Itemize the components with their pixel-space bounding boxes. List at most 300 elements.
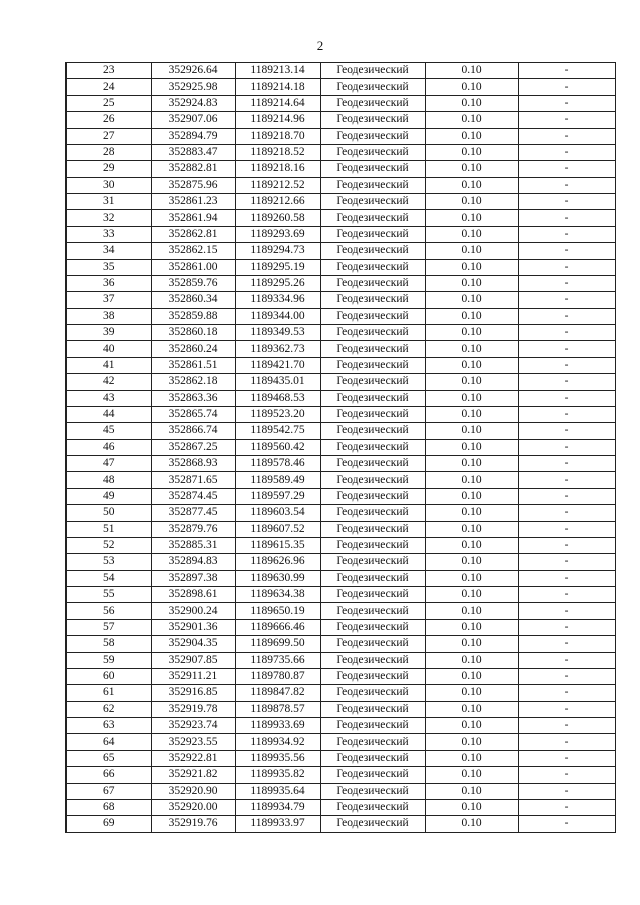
- point-number-cell: 67: [66, 783, 151, 799]
- description-cell: -: [518, 177, 615, 193]
- x-coordinate-cell: 352874.45: [151, 488, 235, 504]
- table-row: [66, 210, 615, 226]
- x-coordinate-cell: 352859.88: [151, 308, 235, 324]
- coordinates-table: [65, 62, 616, 833]
- point-number-cell: 27: [66, 128, 151, 144]
- point-number-cell: 23: [66, 63, 151, 79]
- x-coordinate-cell: 352921.82: [151, 767, 235, 783]
- description-cell: -: [518, 341, 615, 357]
- description-cell: -: [518, 767, 615, 783]
- table-row: [66, 636, 615, 652]
- description-cell: -: [518, 390, 615, 406]
- accuracy-cell: 0.10: [425, 521, 518, 537]
- x-coordinate-cell: 352911.21: [151, 668, 235, 684]
- table-row: [66, 472, 615, 488]
- y-coordinate-cell: 1189933.69: [235, 718, 320, 734]
- table-row: [66, 357, 615, 373]
- method-cell: Геодезический: [320, 652, 425, 668]
- description-cell: -: [518, 619, 615, 635]
- x-coordinate-cell: 352868.93: [151, 456, 235, 472]
- table-row: [66, 750, 615, 766]
- y-coordinate-cell: 1189615.35: [235, 537, 320, 553]
- x-coordinate-cell: 352879.76: [151, 521, 235, 537]
- description-cell: -: [518, 210, 615, 226]
- y-coordinate-cell: 1189589.49: [235, 472, 320, 488]
- table-row: [66, 718, 615, 734]
- method-cell: Геодезический: [320, 685, 425, 701]
- description-cell: -: [518, 226, 615, 242]
- y-coordinate-cell: 1189666.46: [235, 619, 320, 635]
- method-cell: Геодезический: [320, 177, 425, 193]
- description-cell: -: [518, 668, 615, 684]
- point-number-cell: 54: [66, 570, 151, 586]
- method-cell: Геодезический: [320, 144, 425, 160]
- y-coordinate-cell: 1189214.18: [235, 79, 320, 95]
- method-cell: Геодезический: [320, 668, 425, 684]
- x-coordinate-cell: 352875.96: [151, 177, 235, 193]
- point-number-cell: 56: [66, 603, 151, 619]
- method-cell: Геодезический: [320, 750, 425, 766]
- accuracy-cell: 0.10: [425, 619, 518, 635]
- accuracy-cell: 0.10: [425, 63, 518, 79]
- x-coordinate-cell: 352862.81: [151, 226, 235, 242]
- y-coordinate-cell: 1189212.52: [235, 177, 320, 193]
- table-row: [66, 767, 615, 783]
- point-number-cell: 44: [66, 406, 151, 422]
- y-coordinate-cell: 1189294.73: [235, 243, 320, 259]
- description-cell: -: [518, 128, 615, 144]
- x-coordinate-cell: 352861.23: [151, 194, 235, 210]
- accuracy-cell: 0.10: [425, 308, 518, 324]
- point-number-cell: 60: [66, 668, 151, 684]
- accuracy-cell: 0.10: [425, 701, 518, 717]
- description-cell: -: [518, 652, 615, 668]
- table-row: [66, 194, 615, 210]
- method-cell: Геодезический: [320, 63, 425, 79]
- point-number-cell: 48: [66, 472, 151, 488]
- method-cell: Геодезический: [320, 603, 425, 619]
- point-number-cell: 29: [66, 161, 151, 177]
- description-cell: -: [518, 537, 615, 553]
- y-coordinate-cell: 1189218.70: [235, 128, 320, 144]
- accuracy-cell: 0.10: [425, 194, 518, 210]
- y-coordinate-cell: 1189293.69: [235, 226, 320, 242]
- table-row: [66, 95, 615, 111]
- y-coordinate-cell: 1189218.52: [235, 144, 320, 160]
- method-cell: Геодезический: [320, 259, 425, 275]
- accuracy-cell: 0.10: [425, 816, 518, 832]
- table-row: [66, 325, 615, 341]
- point-number-cell: 63: [66, 718, 151, 734]
- accuracy-cell: 0.10: [425, 537, 518, 553]
- description-cell: -: [518, 374, 615, 390]
- description-cell: -: [518, 95, 615, 111]
- x-coordinate-cell: 352926.64: [151, 63, 235, 79]
- description-cell: -: [518, 799, 615, 815]
- accuracy-cell: 0.10: [425, 718, 518, 734]
- description-cell: -: [518, 488, 615, 504]
- point-number-cell: 46: [66, 439, 151, 455]
- point-number-cell: 38: [66, 308, 151, 324]
- description-cell: -: [518, 292, 615, 308]
- table-row: [66, 603, 615, 619]
- x-coordinate-cell: 352923.74: [151, 718, 235, 734]
- y-coordinate-cell: 1189735.66: [235, 652, 320, 668]
- point-number-cell: 24: [66, 79, 151, 95]
- method-cell: Геодезический: [320, 799, 425, 815]
- method-cell: Геодезический: [320, 161, 425, 177]
- table-row: [66, 406, 615, 422]
- x-coordinate-cell: 352923.55: [151, 734, 235, 750]
- x-coordinate-cell: 352924.83: [151, 95, 235, 111]
- method-cell: Геодезический: [320, 341, 425, 357]
- point-number-cell: 55: [66, 587, 151, 603]
- table-row: [66, 537, 615, 553]
- accuracy-cell: 0.10: [425, 570, 518, 586]
- description-cell: -: [518, 259, 615, 275]
- method-cell: Геодезический: [320, 521, 425, 537]
- table-row: [66, 128, 615, 144]
- y-coordinate-cell: 1189650.19: [235, 603, 320, 619]
- table-row: [66, 439, 615, 455]
- table-row: [66, 554, 615, 570]
- accuracy-cell: 0.10: [425, 161, 518, 177]
- point-number-cell: 64: [66, 734, 151, 750]
- accuracy-cell: 0.10: [425, 783, 518, 799]
- accuracy-cell: 0.10: [425, 325, 518, 341]
- x-coordinate-cell: 352919.76: [151, 816, 235, 832]
- method-cell: Геодезический: [320, 210, 425, 226]
- x-coordinate-cell: 352861.00: [151, 259, 235, 275]
- accuracy-cell: 0.10: [425, 144, 518, 160]
- method-cell: Геодезический: [320, 325, 425, 341]
- point-number-cell: 39: [66, 325, 151, 341]
- description-cell: -: [518, 406, 615, 422]
- description-cell: -: [518, 439, 615, 455]
- description-cell: -: [518, 112, 615, 128]
- table-row: [66, 668, 615, 684]
- method-cell: Геодезический: [320, 357, 425, 373]
- point-number-cell: 59: [66, 652, 151, 668]
- description-cell: -: [518, 636, 615, 652]
- method-cell: Геодезический: [320, 423, 425, 439]
- method-cell: Геодезический: [320, 194, 425, 210]
- description-cell: -: [518, 161, 615, 177]
- accuracy-cell: 0.10: [425, 243, 518, 259]
- table-row: [66, 243, 615, 259]
- x-coordinate-cell: 352867.25: [151, 439, 235, 455]
- table-row: [66, 144, 615, 160]
- accuracy-cell: 0.10: [425, 292, 518, 308]
- point-number-cell: 42: [66, 374, 151, 390]
- x-coordinate-cell: 352859.76: [151, 275, 235, 291]
- description-cell: -: [518, 505, 615, 521]
- method-cell: Геодезический: [320, 292, 425, 308]
- point-number-cell: 52: [66, 537, 151, 553]
- point-number-cell: 58: [66, 636, 151, 652]
- x-coordinate-cell: 352871.65: [151, 472, 235, 488]
- accuracy-cell: 0.10: [425, 95, 518, 111]
- y-coordinate-cell: 1189468.53: [235, 390, 320, 406]
- table-row: [66, 63, 615, 79]
- method-cell: Геодезический: [320, 472, 425, 488]
- method-cell: Геодезический: [320, 79, 425, 95]
- accuracy-cell: 0.10: [425, 406, 518, 422]
- table-row: [66, 161, 615, 177]
- table-row: [66, 701, 615, 717]
- accuracy-cell: 0.10: [425, 505, 518, 521]
- table-row: [66, 226, 615, 242]
- table-row: [66, 341, 615, 357]
- x-coordinate-cell: 352907.85: [151, 652, 235, 668]
- accuracy-cell: 0.10: [425, 275, 518, 291]
- x-coordinate-cell: 352898.61: [151, 587, 235, 603]
- method-cell: Геодезический: [320, 619, 425, 635]
- table-row: [66, 259, 615, 275]
- accuracy-cell: 0.10: [425, 456, 518, 472]
- point-number-cell: 53: [66, 554, 151, 570]
- table-row: [66, 619, 615, 635]
- method-cell: Геодезический: [320, 95, 425, 111]
- accuracy-cell: 0.10: [425, 668, 518, 684]
- x-coordinate-cell: 352866.74: [151, 423, 235, 439]
- point-number-cell: 69: [66, 816, 151, 832]
- description-cell: -: [518, 685, 615, 701]
- point-number-cell: 41: [66, 357, 151, 373]
- x-coordinate-cell: 352920.00: [151, 799, 235, 815]
- method-cell: Геодезический: [320, 128, 425, 144]
- table-row: [66, 587, 615, 603]
- y-coordinate-cell: 1189634.38: [235, 587, 320, 603]
- description-cell: -: [518, 472, 615, 488]
- accuracy-cell: 0.10: [425, 603, 518, 619]
- y-coordinate-cell: 1189260.58: [235, 210, 320, 226]
- accuracy-cell: 0.10: [425, 439, 518, 455]
- point-number-cell: 32: [66, 210, 151, 226]
- y-coordinate-cell: 1189212.66: [235, 194, 320, 210]
- point-number-cell: 57: [66, 619, 151, 635]
- y-coordinate-cell: 1189214.96: [235, 112, 320, 128]
- y-coordinate-cell: 1189878.57: [235, 701, 320, 717]
- accuracy-cell: 0.10: [425, 799, 518, 815]
- accuracy-cell: 0.10: [425, 554, 518, 570]
- x-coordinate-cell: 352904.35: [151, 636, 235, 652]
- x-coordinate-cell: 352861.51: [151, 357, 235, 373]
- point-number-cell: 45: [66, 423, 151, 439]
- description-cell: -: [518, 63, 615, 79]
- accuracy-cell: 0.10: [425, 750, 518, 766]
- accuracy-cell: 0.10: [425, 390, 518, 406]
- x-coordinate-cell: 352900.24: [151, 603, 235, 619]
- point-number-cell: 51: [66, 521, 151, 537]
- accuracy-cell: 0.10: [425, 374, 518, 390]
- y-coordinate-cell: 1189213.14: [235, 63, 320, 79]
- accuracy-cell: 0.10: [425, 652, 518, 668]
- x-coordinate-cell: 352901.36: [151, 619, 235, 635]
- point-number-cell: 61: [66, 685, 151, 701]
- y-coordinate-cell: 1189934.79: [235, 799, 320, 815]
- method-cell: Геодезический: [320, 374, 425, 390]
- accuracy-cell: 0.10: [425, 636, 518, 652]
- y-coordinate-cell: 1189699.50: [235, 636, 320, 652]
- accuracy-cell: 0.10: [425, 210, 518, 226]
- description-cell: -: [518, 587, 615, 603]
- method-cell: Геодезический: [320, 587, 425, 603]
- x-coordinate-cell: 352925.98: [151, 79, 235, 95]
- point-number-cell: 28: [66, 144, 151, 160]
- y-coordinate-cell: 1189295.19: [235, 259, 320, 275]
- table-row: [66, 505, 615, 521]
- accuracy-cell: 0.10: [425, 767, 518, 783]
- method-cell: Геодезический: [320, 570, 425, 586]
- point-number-cell: 26: [66, 112, 151, 128]
- table-row: [66, 423, 615, 439]
- point-number-cell: 62: [66, 701, 151, 717]
- method-cell: Геодезический: [320, 505, 425, 521]
- description-cell: -: [518, 783, 615, 799]
- y-coordinate-cell: 1189578.46: [235, 456, 320, 472]
- point-number-cell: 66: [66, 767, 151, 783]
- point-number-cell: 35: [66, 259, 151, 275]
- accuracy-cell: 0.10: [425, 79, 518, 95]
- description-cell: -: [518, 423, 615, 439]
- y-coordinate-cell: 1189560.42: [235, 439, 320, 455]
- method-cell: Геодезический: [320, 406, 425, 422]
- point-number-cell: 43: [66, 390, 151, 406]
- accuracy-cell: 0.10: [425, 259, 518, 275]
- y-coordinate-cell: 1189218.16: [235, 161, 320, 177]
- y-coordinate-cell: 1189935.64: [235, 783, 320, 799]
- table-row: [66, 275, 615, 291]
- accuracy-cell: 0.10: [425, 128, 518, 144]
- accuracy-cell: 0.10: [425, 341, 518, 357]
- method-cell: Геодезический: [320, 456, 425, 472]
- table-row: [66, 112, 615, 128]
- method-cell: Геодезический: [320, 439, 425, 455]
- description-cell: -: [518, 79, 615, 95]
- y-coordinate-cell: 1189597.29: [235, 488, 320, 504]
- method-cell: Геодезический: [320, 243, 425, 259]
- accuracy-cell: 0.10: [425, 685, 518, 701]
- point-number-cell: 34: [66, 243, 151, 259]
- description-cell: -: [518, 144, 615, 160]
- method-cell: Геодезический: [320, 718, 425, 734]
- method-cell: Геодезический: [320, 783, 425, 799]
- point-number-cell: 68: [66, 799, 151, 815]
- accuracy-cell: 0.10: [425, 112, 518, 128]
- table-row: [66, 734, 615, 750]
- y-coordinate-cell: 1189630.99: [235, 570, 320, 586]
- point-number-cell: 31: [66, 194, 151, 210]
- table-row: [66, 783, 615, 799]
- x-coordinate-cell: 352894.83: [151, 554, 235, 570]
- description-cell: -: [518, 816, 615, 832]
- accuracy-cell: 0.10: [425, 587, 518, 603]
- y-coordinate-cell: 1189603.54: [235, 505, 320, 521]
- method-cell: Геодезический: [320, 308, 425, 324]
- accuracy-cell: 0.10: [425, 488, 518, 504]
- x-coordinate-cell: 352919.78: [151, 701, 235, 717]
- table-row: [66, 177, 615, 193]
- y-coordinate-cell: 1189334.96: [235, 292, 320, 308]
- description-cell: -: [518, 325, 615, 341]
- accuracy-cell: 0.10: [425, 472, 518, 488]
- table-row: [66, 390, 615, 406]
- description-cell: -: [518, 456, 615, 472]
- method-cell: Геодезический: [320, 734, 425, 750]
- method-cell: Геодезический: [320, 816, 425, 832]
- table-row: [66, 685, 615, 701]
- x-coordinate-cell: 352920.90: [151, 783, 235, 799]
- accuracy-cell: 0.10: [425, 177, 518, 193]
- y-coordinate-cell: 1189542.75: [235, 423, 320, 439]
- y-coordinate-cell: 1189780.87: [235, 668, 320, 684]
- description-cell: -: [518, 701, 615, 717]
- description-cell: -: [518, 734, 615, 750]
- table-row: [66, 570, 615, 586]
- page-number: 2: [316, 38, 324, 53]
- point-number-cell: 49: [66, 488, 151, 504]
- description-cell: -: [518, 357, 615, 373]
- description-cell: -: [518, 554, 615, 570]
- y-coordinate-cell: 1189295.26: [235, 275, 320, 291]
- x-coordinate-cell: 352882.81: [151, 161, 235, 177]
- x-coordinate-cell: 352922.81: [151, 750, 235, 766]
- y-coordinate-cell: 1189934.92: [235, 734, 320, 750]
- y-coordinate-cell: 1189214.64: [235, 95, 320, 111]
- method-cell: Геодезический: [320, 537, 425, 553]
- x-coordinate-cell: 352860.24: [151, 341, 235, 357]
- description-cell: -: [518, 308, 615, 324]
- point-number-cell: 25: [66, 95, 151, 111]
- point-number-cell: 30: [66, 177, 151, 193]
- table-row: [66, 652, 615, 668]
- method-cell: Геодезический: [320, 226, 425, 242]
- table-row: [66, 374, 615, 390]
- x-coordinate-cell: 352860.34: [151, 292, 235, 308]
- table-row: [66, 292, 615, 308]
- coordinates-table-body: [66, 63, 615, 833]
- point-number-cell: 33: [66, 226, 151, 242]
- description-cell: -: [518, 718, 615, 734]
- description-cell: -: [518, 750, 615, 766]
- y-coordinate-cell: 1189933.97: [235, 816, 320, 832]
- point-number-cell: 50: [66, 505, 151, 521]
- y-coordinate-cell: 1189362.73: [235, 341, 320, 357]
- x-coordinate-cell: 352861.94: [151, 210, 235, 226]
- description-cell: -: [518, 603, 615, 619]
- y-coordinate-cell: 1189435.01: [235, 374, 320, 390]
- x-coordinate-cell: 352885.31: [151, 537, 235, 553]
- table-row: [66, 799, 615, 815]
- description-cell: -: [518, 243, 615, 259]
- method-cell: Геодезический: [320, 554, 425, 570]
- y-coordinate-cell: 1189607.52: [235, 521, 320, 537]
- table-row: [66, 79, 615, 95]
- method-cell: Геодезический: [320, 112, 425, 128]
- method-cell: Геодезический: [320, 390, 425, 406]
- table-row: [66, 456, 615, 472]
- x-coordinate-cell: 352907.06: [151, 112, 235, 128]
- accuracy-cell: 0.10: [425, 357, 518, 373]
- table-row: [66, 521, 615, 537]
- x-coordinate-cell: 352877.45: [151, 505, 235, 521]
- y-coordinate-cell: 1189349.53: [235, 325, 320, 341]
- x-coordinate-cell: 352862.15: [151, 243, 235, 259]
- method-cell: Геодезический: [320, 701, 425, 717]
- accuracy-cell: 0.10: [425, 734, 518, 750]
- point-number-cell: 36: [66, 275, 151, 291]
